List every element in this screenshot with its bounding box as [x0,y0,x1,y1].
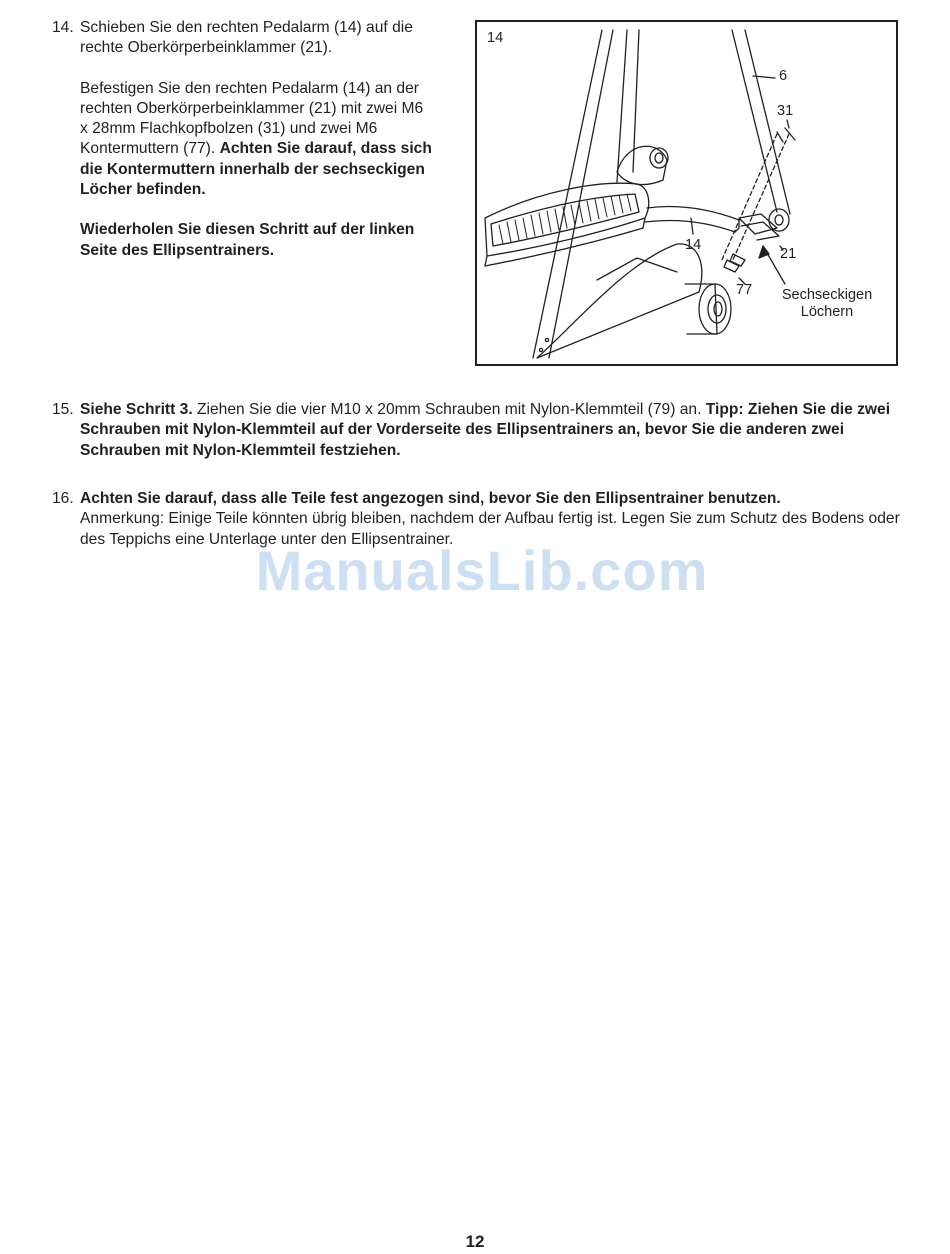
pedal-arm [647,207,739,221]
frame-bolt [545,338,548,341]
leader-line-14 [691,218,693,234]
arrow-head [759,246,769,258]
callout-14: 14 [685,237,702,253]
step-15-paragraph [80,400,910,461]
leader-line-31 [787,120,789,128]
bracket-21-wheel [769,209,789,231]
bracket-shape [617,146,667,184]
bracket-wheel-hub [655,153,663,163]
callout-21: 21 [780,246,797,262]
bolt-path [732,134,789,262]
frame-bolt [539,348,542,351]
bracket-21-hub [775,215,783,225]
step-14-paragraph-3 [80,220,432,261]
step-14-repeat-note: Wiederholen Sie diesen Schritt auf der linken Seite des Ellipsentrainers. [80,221,415,259]
bracket-21 [739,214,777,234]
step-15-reference: Siehe Schritt 3. [80,401,193,418]
step-14-paragraph-2 [80,79,432,201]
step-15-instruction: Ziehen Sie die vier M10 x 20mm Schrauben mit Nylon-Klemmteil (79) an. [197,401,702,418]
roller-wheel-hub [714,302,722,316]
roller-body [685,284,717,334]
step-16-note: Anmerkung: Einige Teile könnten übrig bleiben, nachdem der Aufbau fertig ist. Legen Sie zum Schutz des Bodens oder des Teppichs eine Unterlage unter den Ellipsentrainer. [80,510,900,548]
step-14-paragraph-1: Schieben Sie den rechten Pedalarm (14) auf die rechte Oberkörperbeinklammer (21). [80,19,413,57]
page-number: 12 [465,1232,485,1251]
callout-6: 6 [779,68,788,84]
frame-leg-line [549,30,613,358]
watermark: ManualsLib.com [255,539,709,602]
pedal-arm [645,220,735,232]
frame-leg-line [617,30,627,182]
frame-leg-line [633,30,639,172]
bracket-wheel [650,148,668,168]
assembly-figure [475,20,898,366]
step-14-warning: Achten Sie darauf, dass sich die Kontermuttern innerhalb der sechseckigen Löcher befinden. [80,140,432,199]
nut [730,254,745,266]
frame-leg-line [533,30,602,358]
step-number: 14. [52,19,74,36]
figure-step-label: 14 [487,30,504,46]
step-15-tip: Tipp: Ziehen Sie die zwei Schrauben mit Nylon-Klemmteil auf der Vorderseite des Ellipsentrainers an, bevor Sie die anderen zwei Schrauben mit Nylon-Klemmteil festziehen. [80,401,891,459]
upright-arm-line [745,30,790,214]
step-body [80,18,432,261]
step-16-warning: Achten Sie darauf, dass alle Teile fest angezogen sind, bevor Sie den Ellipsentrainer benutzen. [80,490,781,507]
callout-77: 77 [736,282,753,298]
base-frame [537,244,702,358]
step-number: 15. [52,401,74,418]
bolt-path [721,134,777,262]
step-number: 16. [52,490,74,507]
figure-caption: Sechseckigen Löchern [781,287,873,320]
callout-31: 31 [777,103,794,119]
base-frame [597,258,677,280]
step-14-instruction: Befestigen Sie den rechten Pedalarm (14) an der rechten Oberkörperbeinklammer (21) mit zwei M6 x 28mm Flachkopfbolzen (31) und zwei M6 Kontermuttern (77). [80,79,424,158]
step-body [80,400,910,461]
